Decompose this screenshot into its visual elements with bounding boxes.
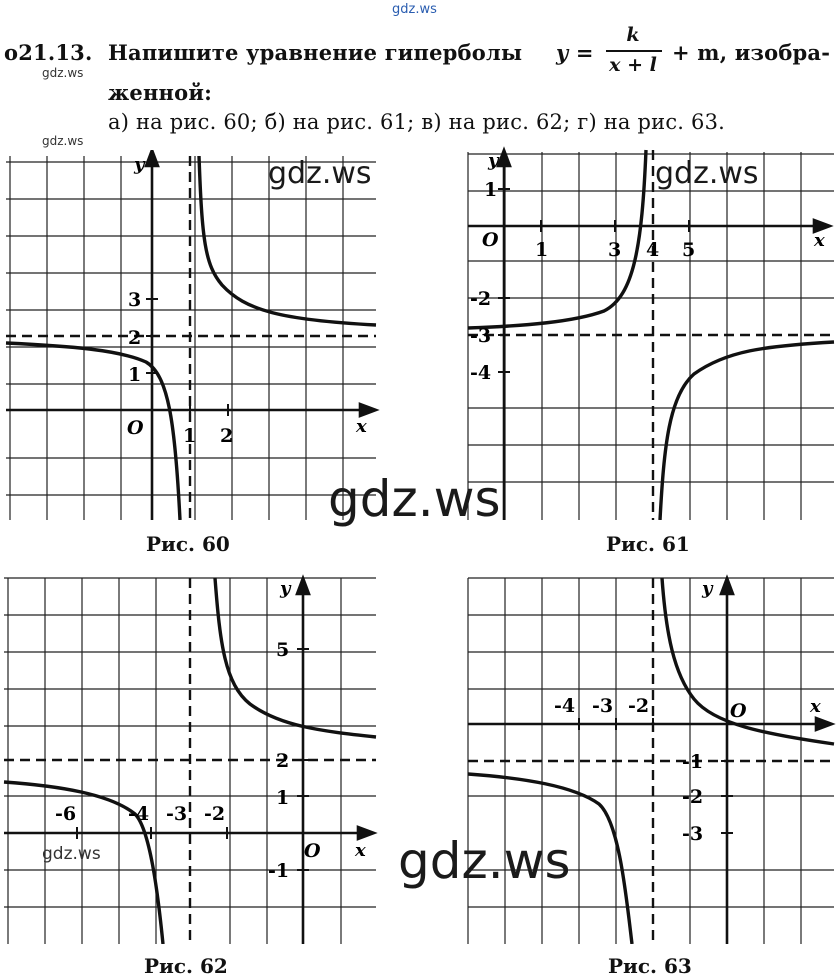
y-tick-label: 1 bbox=[276, 787, 290, 809]
x-tick-label: -6 bbox=[55, 803, 77, 825]
figure-60 bbox=[0, 150, 380, 520]
problem-subitems: а) на рис. 60; б) на рис. 61; в) на рис. 62; г) на рис. 63. bbox=[108, 110, 726, 134]
caption-figure-63: Рис. 63 bbox=[608, 954, 692, 978]
fraction-bar bbox=[606, 50, 662, 52]
asymptotes-60 bbox=[6, 156, 376, 520]
x-tick-label: -3 bbox=[592, 695, 614, 717]
watermark-small-1: gdz.ws bbox=[42, 66, 84, 80]
axis-y-label: y bbox=[488, 150, 499, 171]
watermark-big-1: gdz.ws bbox=[328, 470, 501, 528]
y-arrow-icon bbox=[721, 578, 733, 594]
x-arrow-icon bbox=[360, 404, 376, 416]
watermark-mid-2: gdz.ws bbox=[655, 156, 759, 191]
y-tick-label: -2 bbox=[470, 288, 492, 310]
x-tick-label: 2 bbox=[220, 425, 234, 447]
y-arrow-icon bbox=[146, 150, 158, 166]
origin-label: O bbox=[127, 417, 144, 439]
asymptotes-62 bbox=[4, 578, 376, 944]
watermark-small-2: gdz.ws bbox=[42, 134, 84, 148]
y-tick-label: 5 bbox=[276, 639, 290, 661]
axis-y-label: y bbox=[702, 578, 713, 599]
x-tick-label: 3 bbox=[608, 239, 622, 261]
watermark-top: gdz.ws bbox=[392, 2, 437, 17]
y-tick-label: -1 bbox=[268, 860, 290, 882]
fraction-denominator: x + l bbox=[609, 54, 657, 76]
y-arrow-icon bbox=[498, 150, 510, 166]
x-tick-label: -2 bbox=[204, 803, 226, 825]
y-tick-label: 2 bbox=[128, 327, 142, 349]
asymptotes-61 bbox=[468, 150, 834, 520]
y-tick-label: 1 bbox=[484, 179, 498, 201]
problem-text-line2: женной: bbox=[108, 80, 213, 105]
problem-number: o21.13. bbox=[4, 40, 93, 65]
y-tick-label: 3 bbox=[128, 289, 142, 311]
y-tick-label: -4 bbox=[470, 362, 492, 384]
ticks-61 bbox=[498, 189, 689, 372]
x-tick-label: 1 bbox=[183, 425, 197, 447]
problem-text: Напишите уравнение гиперболы bbox=[108, 40, 523, 65]
axis-x-label: x bbox=[814, 230, 825, 251]
ticks-60 bbox=[146, 299, 228, 416]
axis-x-label: x bbox=[810, 696, 821, 717]
x-tick-label: 5 bbox=[682, 239, 696, 261]
axis-y-label: y bbox=[134, 154, 145, 175]
y-tick-label: 2 bbox=[276, 750, 290, 772]
fraction-numerator: k bbox=[626, 24, 640, 46]
y-arrow-icon bbox=[297, 578, 309, 594]
origin-label: O bbox=[482, 229, 499, 251]
branch-left bbox=[6, 343, 180, 520]
y-tick-label: -3 bbox=[470, 325, 492, 347]
axis-y-label: y bbox=[280, 578, 291, 599]
x-arrow-icon bbox=[358, 827, 374, 839]
branch-right bbox=[215, 578, 376, 737]
x-tick-label: 4 bbox=[646, 239, 660, 261]
origin-label: O bbox=[730, 700, 747, 722]
x-tick-label: 1 bbox=[535, 239, 549, 261]
caption-figure-60: Рис. 60 bbox=[146, 532, 230, 556]
x-tick-label: -2 bbox=[628, 695, 650, 717]
x-arrow-icon bbox=[816, 718, 832, 730]
caption-figure-61: Рис. 61 bbox=[606, 532, 690, 556]
axis-x-label: x bbox=[355, 840, 366, 861]
origin-label: O bbox=[304, 840, 321, 862]
watermark-big-2: gdz.ws bbox=[398, 832, 571, 890]
x-tick-label: -4 bbox=[128, 803, 150, 825]
watermark-small-3: gdz.ws bbox=[42, 844, 101, 864]
y-tick-label: -1 bbox=[682, 751, 704, 773]
y-tick-label: 1 bbox=[128, 364, 142, 386]
figure-61 bbox=[464, 146, 838, 520]
branch-right bbox=[660, 342, 834, 520]
watermark-mid-1: gdz.ws bbox=[268, 156, 372, 191]
figure-62 bbox=[0, 574, 380, 944]
x-tick-label: -4 bbox=[554, 695, 576, 717]
branch-right bbox=[662, 578, 834, 744]
equation-lhs: y = bbox=[556, 40, 594, 65]
axis-x-label: x bbox=[356, 416, 367, 437]
y-tick-label: -2 bbox=[682, 786, 704, 808]
y-tick-label: -3 bbox=[682, 823, 704, 845]
ticks-62 bbox=[77, 649, 309, 870]
x-tick-label: -3 bbox=[166, 803, 188, 825]
caption-figure-62: Рис. 62 bbox=[144, 954, 228, 978]
equation-rest: + m, изобра- bbox=[672, 40, 831, 65]
ticks-63 bbox=[579, 718, 733, 833]
